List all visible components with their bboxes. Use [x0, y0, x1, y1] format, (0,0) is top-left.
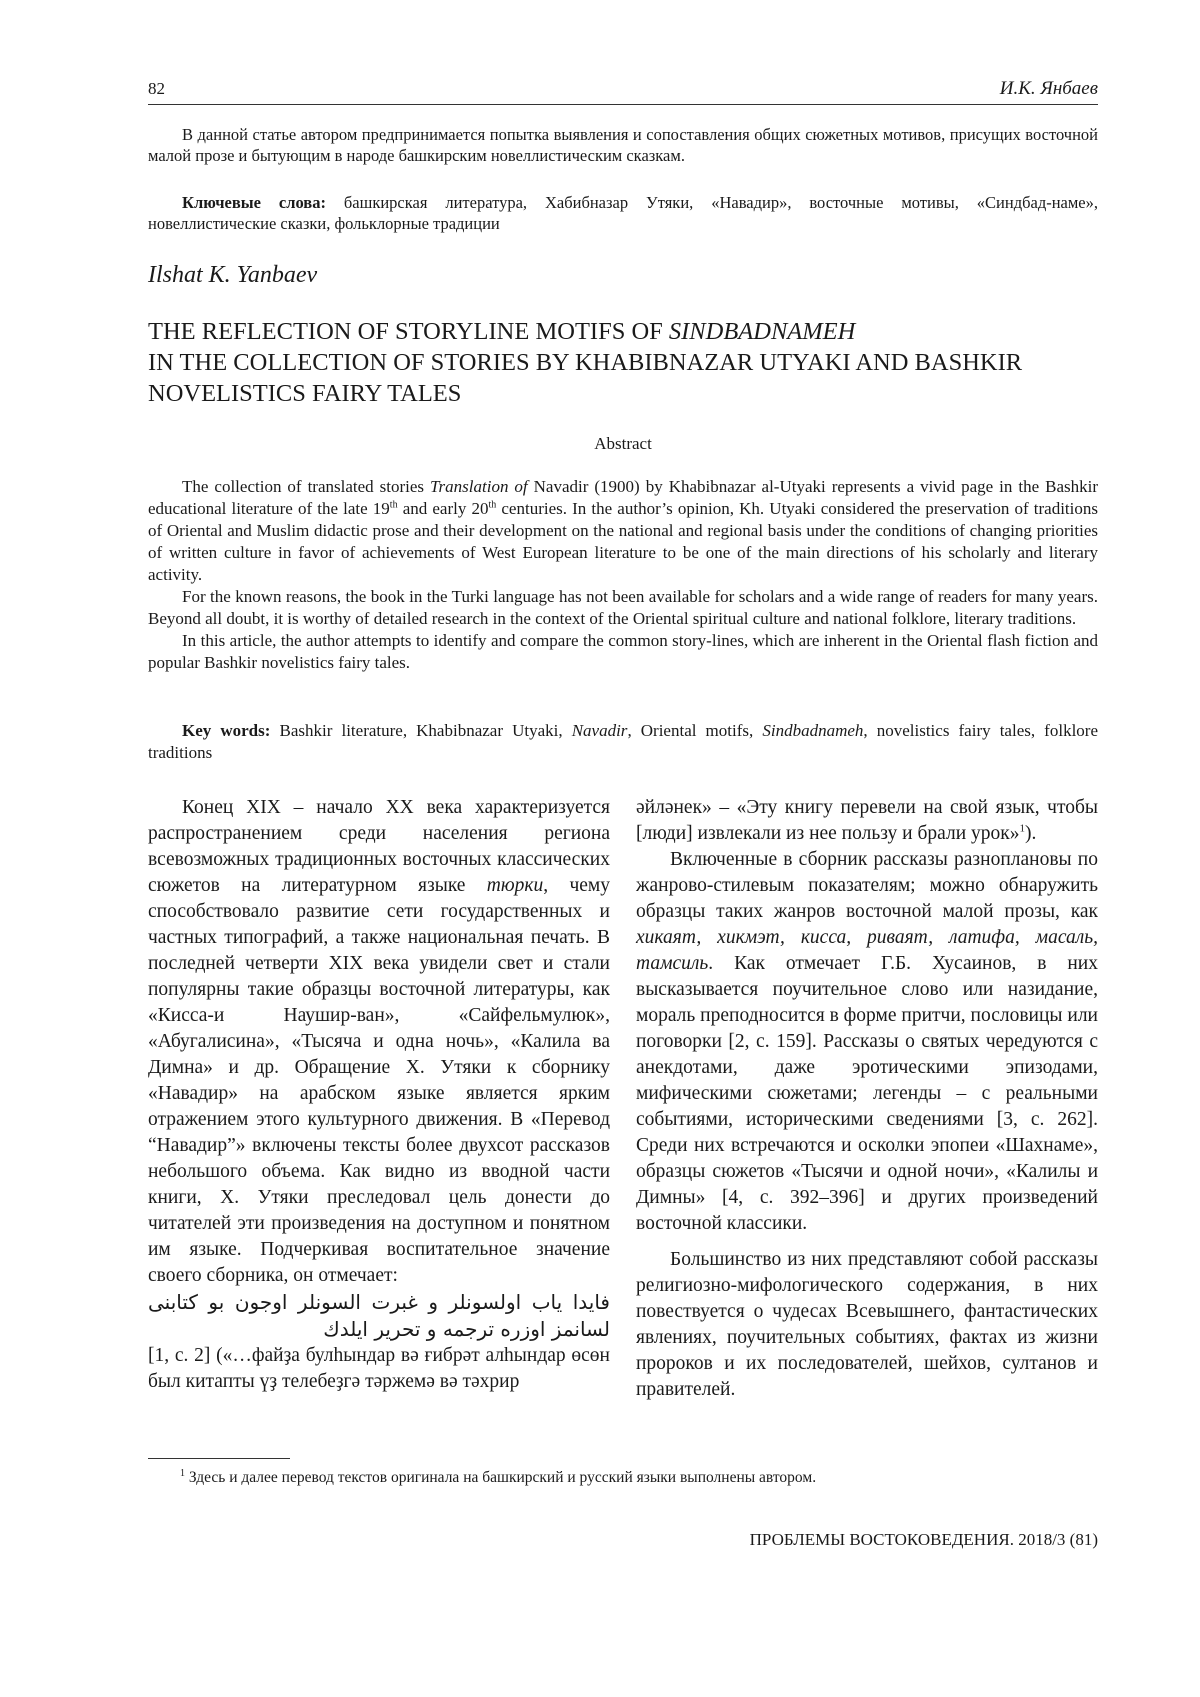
abstract-en-sup-1: th	[389, 499, 398, 511]
right-paragraph-0	[636, 795, 1098, 847]
keywords-russian	[148, 192, 1098, 234]
abstract-english	[148, 476, 1098, 674]
right-paragraph-2: Большинство из них представляют собой рассказы религиозно-мифологического содержания, в них повествуется о чудесах Всевышнего, фантастических явлениях, поучительных событиях, фактах из жизни пророков и их последователей, шейхов, султанов и правителей.	[636, 1249, 1098, 1400]
keywords-en-c: , novelistics fairy tales, folklore traditions	[148, 721, 1098, 762]
abstract-en-p1-a: The collection of translated stories	[182, 477, 431, 496]
abstract-heading: Abstract	[594, 434, 652, 453]
left-paragraph-2: [1, с. 2] («…файҙа булһындар вә ғибрәт алһындар өсөн был китапты үҙ телебеҙгә тәржемә вә тәхрир	[148, 1345, 610, 1392]
journal-footer: ПРОБЛЕМЫ ВОСТОКОВЕДЕНИЯ. 2018/3 (81)	[749, 1530, 1098, 1549]
left-p1-b: , чему способствовало развитие сети государственных и частных типографий, а также национальная печать. В последней четверти XIX века увидели свет и стали популярны такие образцы восточной литературы, как «Кисса-и Наушир-ван», «Сайфельмулюк», «Абугалисина», «Тысяча и одна ночь», «Калила ва Димна» и др. Обращение Х. Утяки к сборнику «Навадир» на арабском языке является ярким отражением этого культурного движения. В «Перевод “Навадир”» включены тексты более двухсот рассказов небольшого объема. Как видно из вводной части книги, Х. Утяки преследовал цель донести до читателей эти произведения на доступном и понятном им языке. Подчеркивая воспитательное значение своего сборника, он отмечает:	[148, 875, 610, 1286]
abstract-en-p1-b: Navadir (1900) by Khabibnazar al-Utyaki represents a vivid page in the Bashkir educational literature of the late 19	[148, 477, 1099, 518]
right-p1-a: Включенные в сборник рассказы разноплановы по жанрово-стилевым показателям; можно обнаружить образцы таких жанров восточной малой прозы, как	[636, 849, 1098, 922]
arabic-quote: فایدا یاب اولسونلر و غبرت السونلر اوجون بو کتابنی لسانمز اوزره ترجمه و تحریر ایلدك	[148, 1290, 610, 1341]
keywords-en-label: Key words:	[182, 721, 271, 740]
left-p1-italic: тюрки	[486, 875, 544, 896]
abstract-russian: В данной статье автором предпринимается попытка выявления и сопоставления общих сюжетных мотивов, присущих восточной малой прозе и бытующим в народе башкирским новеллистическим сказкам.	[148, 125, 1098, 165]
abstract-en-sup-2: th	[488, 499, 497, 511]
footnote-marker: 1	[180, 1468, 185, 1479]
keywords-label: Ключевые слова:	[182, 193, 326, 212]
abstract-en-p1-italic: Translation of	[430, 477, 528, 496]
footnote-ref[interactable]: 1	[1019, 822, 1025, 835]
body-column-right	[636, 795, 1098, 1403]
title-part-2: IN THE COLLECTION OF STORIES BY KHABIBNAZAR UTYAKI AND BASHKIR NOVELISTICS FAIRY TALES	[148, 349, 1023, 407]
page-number: 82	[148, 79, 165, 98]
keywords-en-a: Bashkir literature, Khabibnazar Utyaki,	[270, 721, 572, 740]
english-author: Ilshat K. Yanbaev	[148, 262, 318, 288]
keywords-english	[148, 720, 1098, 764]
left-p1-a: Конец XIX – начало XX века характеризуется распространением среди населения региона всевозможных традиционных восточных классических сюжетов на литературном языке	[148, 797, 610, 896]
left-paragraph-1	[148, 795, 610, 1289]
right-paragraph-1	[636, 847, 1098, 1237]
abstract-en-p2: For the known reasons, the book in the Turki language has not been available for scholars and a wide range of readers for many years. Beyond all doubt, it is worthy of detailed research in the context of the Oriental spiritual culture and national folklore, literary traditions.	[148, 587, 1098, 628]
footnote	[180, 1468, 816, 1487]
right-p1-b: . Как отмечает Г.Б. Хусаинов, в них высказывается поучительное слово или назидание, мораль преподносится в форме притчи, пословицы или поговорки [2, с. 159]. Рассказы о святых чередуются с анекдотами, даже эротическими эпизодами, мифическими сюжетами; легенды – с реальными событиями, историческими сведениями [3, с. 262]. Среди них встречаются и осколки эпопеи «Шахнаме», образцы сюжетов «Тысячи и одной ночи», «Калилы и Димны» [4, с. 392–396] и других произведений восточной классики.	[636, 953, 1098, 1234]
english-title	[148, 316, 1098, 409]
footnote-rule	[148, 1458, 290, 1459]
keywords-en-b: , Oriental motifs,	[627, 721, 763, 740]
right-p1-italic: хикаят, хикмэт, кисса, риваят, латифа, масаль, тамсиль	[636, 927, 1098, 974]
keywords-text: башкирская литература, Хабибназар Утяки, «Навадир», восточные мотивы, «Синдбад-наме», новеллистические сказки, фольклорные традиции	[148, 193, 1098, 233]
title-italic: SINDBADNAMEH	[668, 318, 856, 345]
running-header	[148, 78, 1098, 100]
abstract-en-p1-d: centuries. In the author’s opinion, Kh. Utyaki considered the preservation of traditions of Oriental and Muslim didactic prose and their development on the national and regional basis under the conditions of changing priorities of written culture in favor of achievements of West European literature to be one of the main directions of his scholarly and literary activity.	[148, 499, 1098, 584]
title-part-1: THE REFLECTION OF STORYLINE MOTIFS OF	[148, 318, 669, 345]
keywords-en-italic-2: Sindbadnameh	[762, 721, 864, 740]
body-column-left	[148, 795, 610, 1395]
abstract-en-p1	[148, 476, 1098, 586]
header-rule	[148, 104, 1098, 105]
abstract-en-p3: In this article, the author attempts to identify and compare the common story-lines, which are inherent in the Oriental flash fiction and popular Bashkir novelistics fairy tales.	[148, 631, 1098, 672]
right-p0-b: ).	[1024, 823, 1037, 844]
right-p0-a: әйләнек» – «Эту книгу перевели на свой язык, чтобы [люди] извлекали из нее пользу и брали урок»	[636, 797, 1098, 844]
keywords-en-italic-1: Navadir	[571, 721, 628, 740]
abstract-en-p1-c: and early 20	[397, 499, 489, 518]
header-author: И.К. Янбаев	[999, 78, 1098, 99]
footnote-text: Здесь и далее перевод текстов оригинала на башкирский и русский языки выполнены автором.	[185, 1469, 817, 1487]
